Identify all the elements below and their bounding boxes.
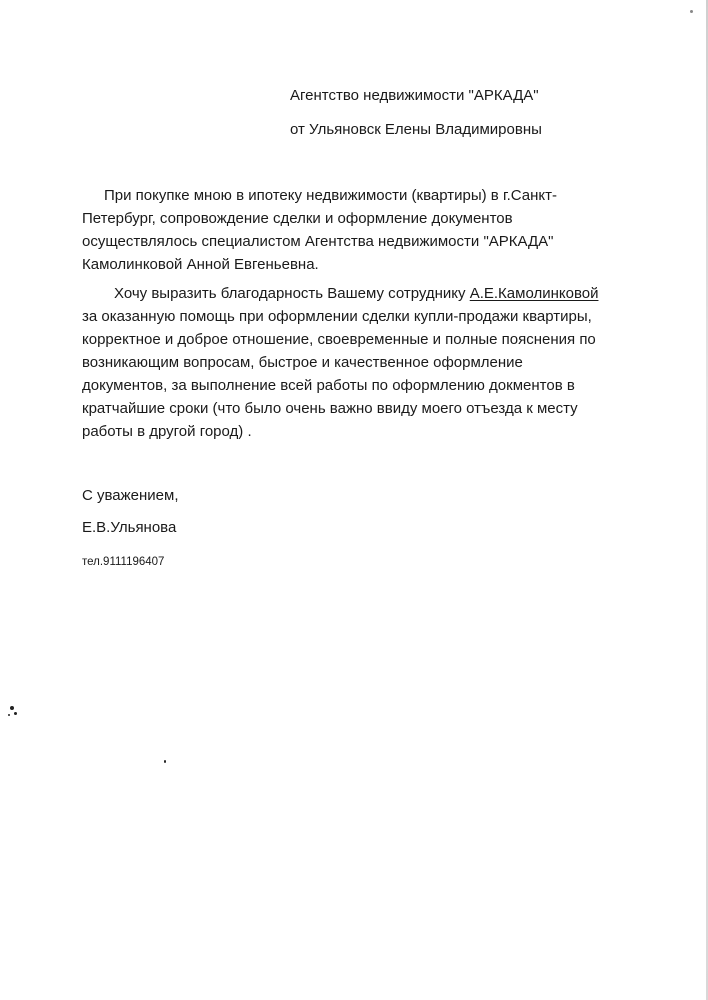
scan-speck bbox=[8, 714, 10, 716]
paragraph-line: работы в другой город) . bbox=[82, 423, 252, 440]
paragraph-line: документов, за выполнение всей работы по оформлению докментов в bbox=[82, 377, 575, 394]
paragraph-line: При покупке мною в ипотеку недвижимости (квартиры) в г.Санкт- bbox=[104, 187, 557, 204]
scan-speck bbox=[164, 760, 166, 763]
employee-name: А.Е.Камолинковой bbox=[469, 285, 599, 302]
paragraph-purchase bbox=[82, 184, 602, 276]
closing-phrase: С уважением, bbox=[82, 487, 179, 504]
scan-speck bbox=[10, 706, 14, 710]
paragraph-line: кратчайшие сроки (что было очень важно ввиду моего отъезда к месту bbox=[82, 400, 578, 417]
addressee-line: Агентство недвижимости "АРКАДА" bbox=[290, 87, 539, 104]
scan-speck bbox=[690, 10, 693, 13]
paragraph-line: возникающим вопросам, быстрое и качественное оформление bbox=[82, 354, 523, 371]
scan-speck bbox=[14, 712, 17, 715]
gratitude-prefix: Хочу выразить благодарность Вашему сотруднику bbox=[114, 285, 470, 302]
paragraph-gratitude bbox=[82, 282, 602, 443]
paragraph-line: осуществлялось специалистом Агентства недвижимости "АРКАДА" bbox=[82, 233, 554, 250]
paragraph-line: корректное и доброе отношение, своевременные и полные пояснения по bbox=[82, 331, 596, 348]
paragraph-line: Петербург, сопровождение сделки и оформление документов bbox=[82, 210, 513, 227]
sender-line: от Ульяновск Елены Владимировны bbox=[290, 121, 542, 138]
paragraph-line: Камолинковой Анной Евгеньевна. bbox=[82, 256, 319, 273]
paragraph-line-first bbox=[82, 282, 602, 305]
phone-number: тел.9111196407 bbox=[82, 556, 165, 568]
signer-name: Е.В.Ульянова bbox=[82, 519, 177, 536]
paragraph-line: за оказанную помощь при оформлении сделки купли-продажи квартиры, bbox=[82, 308, 592, 325]
